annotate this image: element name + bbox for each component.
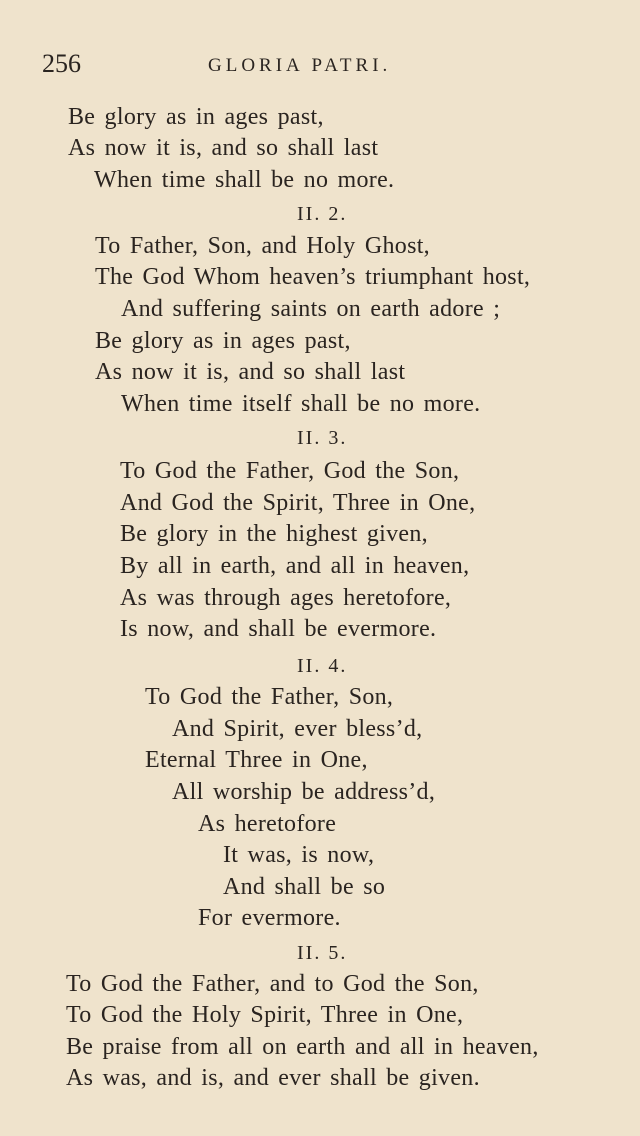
verse-line: For evermore.: [198, 905, 341, 931]
section-heading: II. 4.: [297, 655, 348, 677]
verse-line: To God the Father, Son,: [145, 684, 394, 710]
verse-line: To God the Holy Spirit, Three in One,: [66, 1002, 464, 1028]
verse-line: To God the Father, God the Son,: [120, 458, 460, 484]
verse-line: Be glory as in ages past,: [68, 104, 324, 130]
running-head: GLORIA PATRI.: [208, 55, 392, 76]
verse-line: And shall be so: [223, 874, 386, 900]
verse-line: And Spirit, ever bless’d,: [172, 716, 423, 742]
verse-line: The God Whom heaven’s triumphant host,: [95, 264, 531, 290]
verse-line: And God the Spirit, Three in One,: [120, 490, 476, 516]
page-number: 256: [42, 49, 81, 78]
verse-line: When time shall be no more.: [94, 167, 395, 193]
verse-line: Be glory in the highest given,: [120, 521, 428, 547]
verse-line: Is now, and shall be evermore.: [120, 616, 437, 642]
verse-line: All worship be address’d,: [172, 779, 436, 805]
verse-line: It was, is now,: [223, 842, 375, 868]
verse-line: As now it is, and so shall last: [68, 135, 379, 161]
verse-line: As was, and is, and ever shall be given.: [66, 1065, 480, 1091]
verse-line: By all in earth, and all in heaven,: [120, 553, 470, 579]
verse-line: And suffering saints on earth adore ;: [121, 296, 501, 322]
verse-line: Be glory as in ages past,: [95, 328, 351, 354]
verse-line: Be praise from all on earth and all in heaven,: [66, 1034, 539, 1060]
verse-line: As now it is, and so shall last: [95, 359, 406, 385]
section-heading: II. 5.: [297, 942, 348, 964]
verse-line: To God the Father, and to God the Son,: [66, 971, 479, 997]
verse-line: Eternal Three in One,: [145, 747, 368, 773]
verse-line: As heretofore: [198, 811, 337, 837]
verse-line: To Father, Son, and Holy Ghost,: [95, 233, 430, 259]
section-heading: II. 2.: [297, 203, 348, 225]
verse-line: When time itself shall be no more.: [121, 391, 481, 417]
section-heading: II. 3.: [297, 427, 348, 449]
verse-line: As was through ages heretofore,: [120, 585, 452, 611]
